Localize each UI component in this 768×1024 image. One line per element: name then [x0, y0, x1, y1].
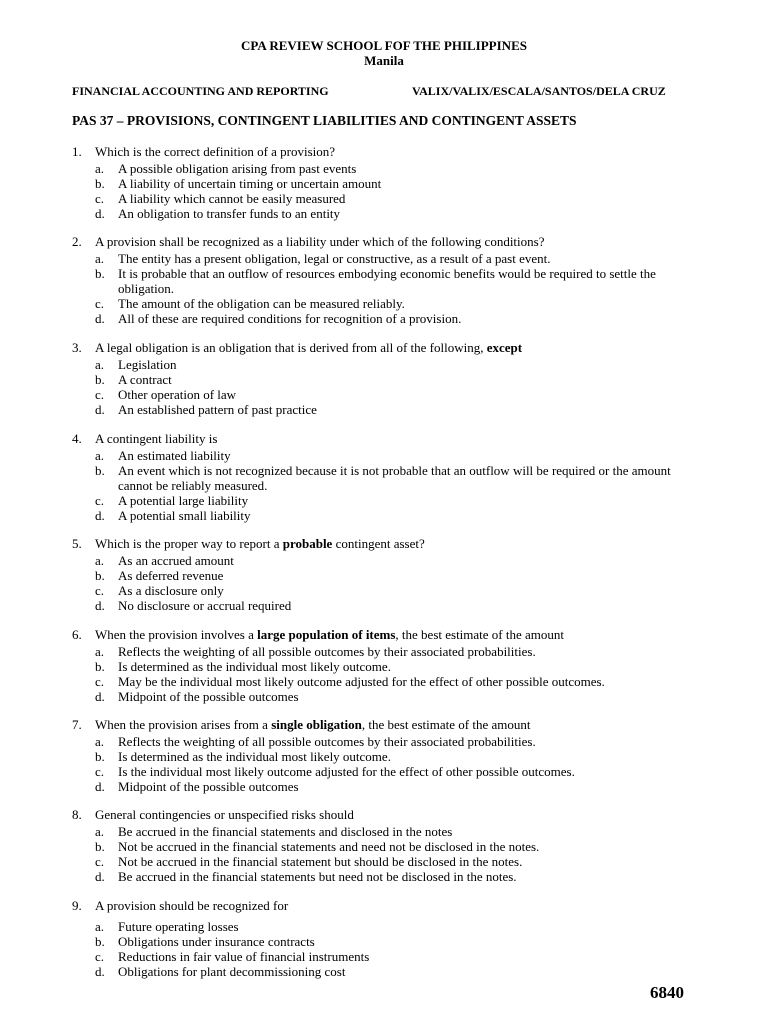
question-text: General contingencies or unspecified risks should	[95, 807, 354, 822]
topic-title: PAS 37 – PROVISIONS, CONTINGENT LIABILITIES AND CONTINGENT ASSETS	[72, 113, 577, 128]
option: c. Reductions in fair value of financial instruments	[95, 949, 370, 964]
question-number: 5.	[72, 536, 82, 551]
option: b. Not be accrued in the financial statements and need not be disclosed in the notes.	[95, 839, 540, 854]
option: d. Be accrued in the financial statements but need not be disclosed in the notes.	[95, 869, 517, 884]
question-text: When the provision involves a large population of items, the best estimate of the amount	[95, 627, 565, 642]
question-text: A legal obligation is an obligation that is derived from all of the following, except	[95, 340, 523, 355]
option: d. A potential small liability	[95, 508, 251, 523]
question-6	[72, 627, 702, 704]
option: a. Reflects the weighting of all possible outcomes by their associated probabilities.	[95, 644, 536, 659]
option: a. An estimated liability	[95, 448, 231, 463]
option: b. Obligations under insurance contracts	[95, 934, 315, 949]
question-4	[72, 431, 702, 523]
question-number: 4.	[72, 431, 82, 446]
option: a. As an accrued amount	[95, 553, 234, 568]
question-number: 2.	[72, 234, 82, 249]
options-list	[95, 644, 702, 704]
option: c. A potential large liability	[95, 493, 249, 508]
option: d. Obligations for plant decommissioning cost	[95, 964, 346, 979]
question-text: When the provision arises from a single obligation, the best estimate of the amount	[95, 717, 531, 732]
option: d. An established pattern of past practice	[95, 402, 317, 417]
question-text: Which is the correct definition of a provision?	[95, 144, 336, 159]
option: b. Is determined as the individual most likely outcome.	[95, 749, 391, 764]
option: c. A liability which cannot be easily measured	[95, 191, 346, 206]
option: d. Midpoint of the possible outcomes	[95, 689, 299, 704]
options-list	[95, 553, 702, 613]
question-number: 3.	[72, 340, 82, 355]
options-list	[95, 734, 702, 794]
option: b. A liability of uncertain timing or uncertain amount	[95, 176, 382, 191]
option: b. An event which is not recognized because it is not probable that an outflow will be required or the amount cannot be reliably measured.	[95, 463, 671, 493]
question-number: 1.	[72, 144, 82, 159]
question-2	[72, 234, 702, 326]
option: c. Other operation of law	[95, 387, 237, 402]
option: d. Midpoint of the possible outcomes	[95, 779, 299, 794]
question-5	[72, 536, 702, 613]
question-text: A contingent liability is	[95, 431, 218, 446]
options-list	[95, 161, 702, 221]
question-text: A provision shall be recognized as a liability under which of the following conditions?	[95, 234, 545, 249]
question-7	[72, 717, 702, 794]
question-9	[72, 898, 702, 979]
options-list	[95, 448, 702, 523]
page-number: 6840	[650, 983, 684, 1002]
option: d. An obligation to transfer funds to an entity	[95, 206, 341, 221]
question-text: Which is the proper way to report a probable contingent asset?	[95, 536, 425, 551]
option: c. The amount of the obligation can be measured reliably.	[95, 296, 405, 311]
option: b. A contract	[95, 372, 172, 387]
options-list	[95, 919, 702, 979]
option: c. As a disclosure only	[95, 583, 224, 598]
subject-title: FINANCIAL ACCOUNTING AND REPORTING	[72, 84, 329, 98]
option: a. Be accrued in the financial statements and disclosed in the notes	[95, 824, 453, 839]
option: b. It is probable that an outflow of resources embodying economic benefits would be required to settle the obligation.	[95, 266, 656, 296]
options-list	[95, 824, 702, 884]
question-text: A provision should be recognized for	[95, 898, 289, 913]
option: c. Is the individual most likely outcome adjusted for the effect of other possible outcomes.	[95, 764, 575, 779]
option: a. Legislation	[95, 357, 177, 372]
options-list	[95, 357, 702, 417]
option: b. Is determined as the individual most likely outcome.	[95, 659, 391, 674]
question-3	[72, 340, 702, 417]
authors: VALIX/VALIX/ESCALA/SANTOS/DELA CRUZ	[412, 84, 666, 98]
question-number: 8.	[72, 807, 82, 822]
question-number: 9.	[72, 898, 82, 913]
option: a. Future operating losses	[95, 919, 239, 934]
option: b. As deferred revenue	[95, 568, 224, 583]
school-name: CPA REVIEW SCHOOL FOF THE PHILIPPINES	[241, 38, 527, 53]
school-city: Manila	[364, 53, 404, 68]
question-8	[72, 807, 702, 884]
question-1	[72, 144, 702, 221]
option: a. The entity has a present obligation, legal or constructive, as a result of a past event.	[95, 251, 551, 266]
option: a. Reflects the weighting of all possible outcomes by their associated probabilities.	[95, 734, 536, 749]
option: c. May be the individual most likely outcome adjusted for the effect of other possible outcomes.	[95, 674, 605, 689]
option: c. Not be accrued in the financial statement but should be disclosed in the notes.	[95, 854, 523, 869]
question-number: 7.	[72, 717, 82, 732]
question-number: 6.	[72, 627, 82, 642]
option: d. All of these are required conditions for recognition of a provision.	[95, 311, 462, 326]
option: a. A possible obligation arising from past events	[95, 161, 357, 176]
option: d. No disclosure or accrual required	[95, 598, 292, 613]
options-list	[95, 251, 702, 326]
